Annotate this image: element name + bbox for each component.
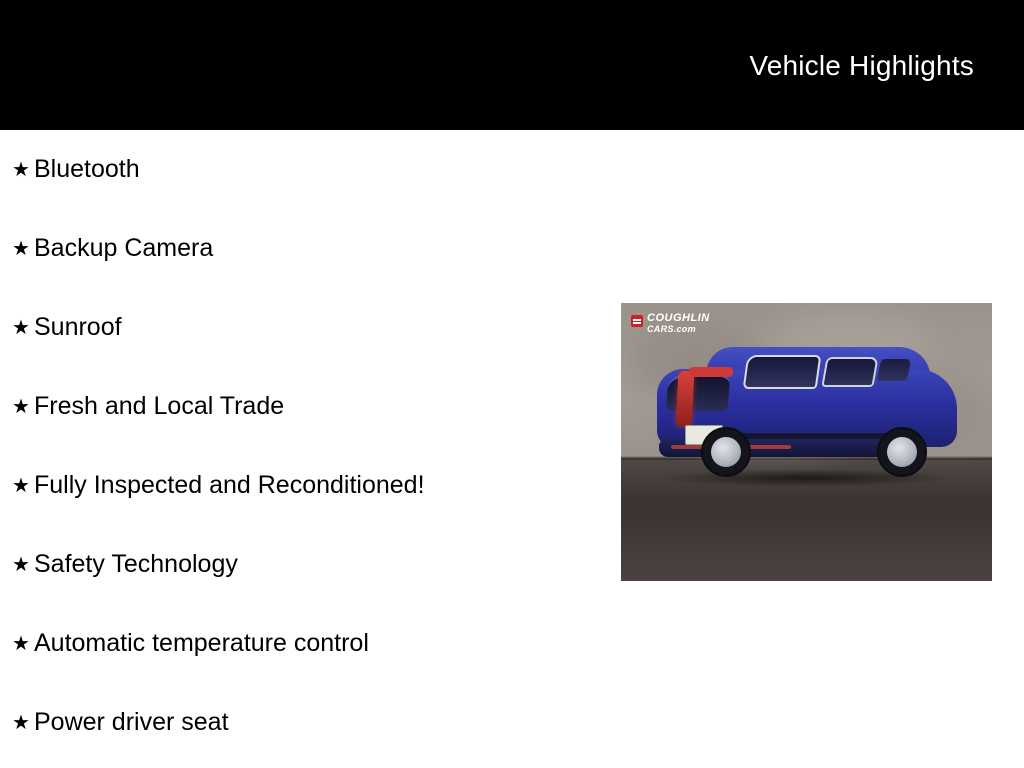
star-icon: ★ xyxy=(12,317,30,339)
star-icon: ★ xyxy=(12,712,30,734)
list-item-label: Safety Technology xyxy=(34,550,238,578)
star-icon: ★ xyxy=(12,238,30,260)
car-wheel xyxy=(701,427,751,477)
list-item xyxy=(0,683,600,762)
dealer-site: CARS.com xyxy=(647,323,696,334)
star-icon: ★ xyxy=(12,159,30,181)
car-wheel xyxy=(877,427,927,477)
car-wheel-rim xyxy=(887,437,917,467)
dealer-name: COUGHLIN xyxy=(647,312,710,324)
list-item xyxy=(0,367,600,446)
car-taillight xyxy=(676,371,695,427)
list-item xyxy=(0,209,600,288)
list-item-label: Fully Inspected and Reconditioned! xyxy=(34,471,425,499)
car-rear-window xyxy=(666,375,731,411)
car-side-window xyxy=(877,359,912,381)
star-icon: ★ xyxy=(12,554,30,576)
list-item-label: Fresh and Local Trade xyxy=(34,392,285,420)
list-item xyxy=(0,446,600,525)
vehicle-photo-background xyxy=(621,303,992,581)
page-title: Vehicle Highlights xyxy=(749,50,974,81)
page-header xyxy=(0,0,1024,130)
dealer-watermark-text xyxy=(647,313,710,334)
dealer-watermark xyxy=(631,313,710,334)
vehicle-photo xyxy=(621,303,992,581)
car-taillight-bar xyxy=(689,367,733,377)
list-item-label: Sunroof xyxy=(34,313,122,341)
list-item xyxy=(0,604,600,683)
list-item xyxy=(0,288,600,367)
car-wheel-rim xyxy=(711,437,741,467)
car-side-window xyxy=(821,357,878,387)
list-item xyxy=(0,525,600,604)
star-icon: ★ xyxy=(12,633,30,655)
list-item xyxy=(0,130,600,209)
list-item-label: Automatic temperature control xyxy=(34,629,369,657)
list-item-label: Bluetooth xyxy=(34,155,140,183)
vehicle-highlights-list xyxy=(0,130,600,762)
dealer-logo-icon xyxy=(631,315,643,327)
star-icon: ★ xyxy=(12,396,30,418)
star-icon: ★ xyxy=(12,475,30,497)
car-side-window xyxy=(743,355,822,389)
list-item-label: Power driver seat xyxy=(34,708,229,736)
car-illustration xyxy=(649,341,969,481)
list-item-label: Backup Camera xyxy=(34,234,214,262)
